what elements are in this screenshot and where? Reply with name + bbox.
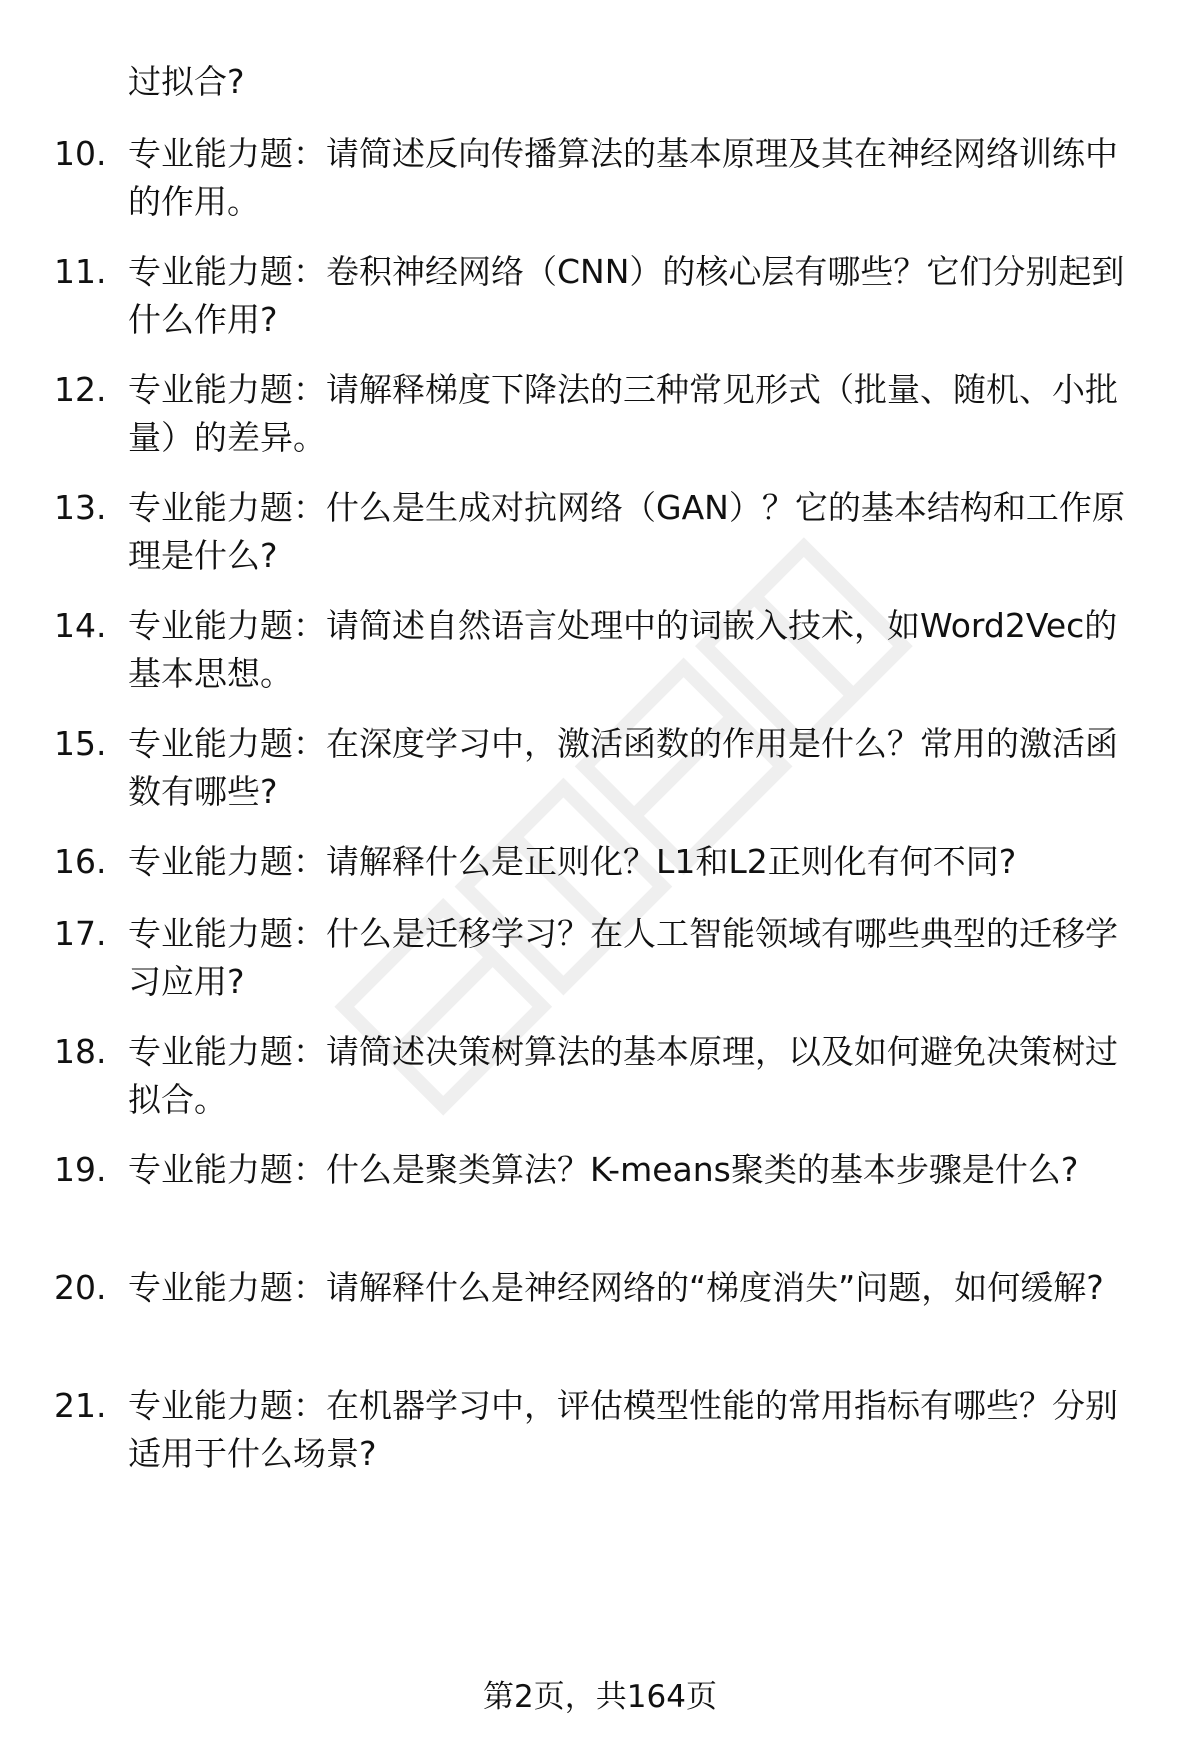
list-item <box>54 720 1144 816</box>
item-text: 专业能力题：什么是迁移学习？在人工智能领域有哪些典型的迁移学习应用? <box>128 914 1118 1001</box>
item-number: 18. <box>54 1032 107 1071</box>
item-text: 专业能力题：请解释什么是正则化？L1和L2正则化有何不同? <box>128 842 1017 881</box>
item-number: 21. <box>54 1386 107 1425</box>
list-item <box>54 1146 1144 1194</box>
list-item <box>54 1264 1144 1312</box>
item-text: 专业能力题：在机器学习中，评估模型性能的常用指标有哪些？分别适用于什么场景? <box>128 1386 1118 1473</box>
item-text: 专业能力题：什么是聚类算法？K-means聚类的基本步骤是什么? <box>128 1150 1079 1189</box>
item-number: 19. <box>54 1150 107 1189</box>
item-number: 17. <box>54 914 107 953</box>
item-text: 专业能力题：在深度学习中，激活函数的作用是什么？常用的激活函数有哪些? <box>128 724 1118 811</box>
item-number: 11. <box>54 252 107 291</box>
list-item <box>54 1382 1144 1478</box>
item-number: 15. <box>54 724 107 763</box>
page-footer: 第2页，共164页 <box>483 1679 717 1715</box>
item-number: 12. <box>54 370 107 409</box>
item-number: 16. <box>54 842 107 881</box>
item-text: 专业能力题：卷积神经网络（CNN）的核心层有哪些？它们分别起到什么作用? <box>128 252 1125 339</box>
list-item <box>54 602 1144 698</box>
item-number: 13. <box>54 488 107 527</box>
list-item <box>54 910 1144 1006</box>
item-text: 专业能力题：请简述自然语言处理中的词嵌入技术，如Word2Vec的基本思想。 <box>128 606 1118 693</box>
item-number: 10. <box>54 134 107 173</box>
continuation-text: 过拟合? <box>128 62 245 101</box>
item-number: 14. <box>54 606 107 645</box>
item-text: 专业能力题：什么是生成对抗网络（GAN）？它的基本结构和工作原理是什么? <box>128 488 1125 575</box>
list-item <box>54 1028 1144 1124</box>
list-item <box>54 248 1144 344</box>
item-number: 20. <box>54 1268 107 1307</box>
item-text: 专业能力题：请简述决策树算法的基本原理，以及如何避免决策树过拟合。 <box>128 1032 1118 1119</box>
item-text: 专业能力题：请解释梯度下降法的三种常见形式（批量、随机、小批量）的差异。 <box>128 370 1118 457</box>
item-text: 专业能力题：请简述反向传播算法的基本原理及其在神经网络训练中的作用。 <box>128 134 1118 221</box>
list-item <box>54 130 1144 226</box>
item-text: 专业能力题：请解释什么是神经网络的“梯度消失”问题，如何缓解? <box>128 1268 1104 1307</box>
list-item <box>54 838 1144 886</box>
list-item <box>54 366 1144 462</box>
list-item <box>54 484 1144 580</box>
